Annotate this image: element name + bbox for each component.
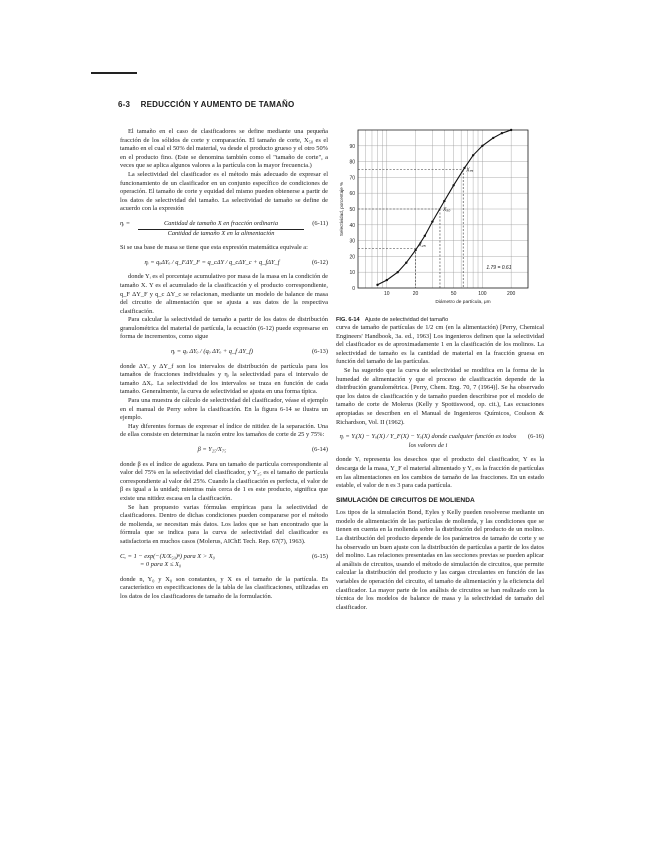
data-point [501, 132, 503, 134]
running-head [118, 100, 294, 109]
y-tick-label: 70 [349, 175, 355, 182]
y-tick-label: 0 [352, 286, 355, 292]
equation-number: (6-11) [312, 219, 328, 227]
y-axis-title: Selectividad, porcentaje % [339, 181, 344, 237]
data-point [414, 249, 416, 251]
equation-body [120, 553, 304, 570]
equation-body: ηᵢ = qₒ ΔYₒ / (qₒ ΔYₒ + q_f ΔY_f) [171, 348, 253, 356]
paragraph: Se ha sugerido que la curva de selectividad se modifica en la forma de la humedad de alimentación y que el proceso de clasificación depende de la distribución granulométrica. [Perry, Chem. Eng. 70, 7 (1964)]. Se ha observado que los datos de clasificación y de tamaño pueden describirse por el modelo de tamaño de corte de Molerus (Kelly y Spottiswood, op. cit.), Las ecuaciones apropiadas se describen en el Manual de Ingenieros Químicos, Coulson & Richardson, Vol. II (1962). [336, 366, 544, 426]
running-head-title: REDUCCIÓN Y AUMENTO DE TAMAÑO [140, 100, 295, 109]
x-tick-label: 10 [383, 291, 390, 297]
x-tick-label: 20 [412, 291, 419, 297]
paragraph: donde n, Y₀ y X₀ son constantes, y X es el tamaño de la partícula. Es característico en especificaciones de la tabla de las clasificaciones, utilizadas en los datos de los clasificadores de tamaño de la formulación. [120, 575, 328, 600]
data-point [376, 284, 378, 286]
paragraph: Hay diferentes formas de expresar el índice de nitidez de la separación. Una de ellas consiste en determinar la razón entre los tamaños de corte de 25 y 75%: [120, 422, 328, 439]
equation-6-11 [120, 220, 328, 238]
paragraph: curva de tamaño de partículas de 1/2 cm (en la alimentación) [Perry, Chemical Engineers' Handbook, 3a. ed., 1963] Los ingenieros definen que la selectividad del clasificador es de aproximadamente 1 en la clasificación de los molinos. La selectividad de tamaño es la cantidad de material en la fracción gruesa en función del tamaño de las partículas. [336, 324, 544, 366]
section-heading: SIMULACIÓN DE CIRCUITOS DE MOLIENDA [336, 496, 475, 504]
figure-caption-text: Ajuste de selectividad del tamaño [364, 317, 449, 323]
equation-body: ηᵢ = Yᵢ(X) − Yₒ(X) / Y_F(X) − Yₒ(X) donde cualquier función es todos los valores de i [339, 433, 517, 449]
equation-6-13 [120, 348, 328, 357]
figure-6-14 [336, 122, 544, 322]
paragraph: Para una muestra de cálculo de selectividad del clasificador, véase el ejemplo en el manual de Perry sobre la clasificación. En la figura 6-14 se ilustra un ejemplo. [120, 397, 328, 422]
paragraph: donde Yᵢ representa los desechos que el producto del clasificador, Y es la descarga de la masa, Y_F el material alimentado y Yₒ es la fracción de partículas en las alimentaciones en los cambios de tamaño de las fracciones. En un estado estable, el valor de n es 3 para cada partícula. [336, 456, 544, 490]
equation-line: Cₓ = 1 − exp(−(X/X₅₀)ⁿ) para X > X₀ [120, 552, 215, 560]
data-point [396, 271, 398, 273]
data-point [510, 129, 512, 131]
selectivity-chart [336, 122, 544, 317]
equation-6-14 [120, 446, 328, 455]
data-point [424, 235, 426, 237]
paragraph: El tamaño en el caso de clasificadores se define mediante una pequeña fracción de los sólidos de corte y comparación. El tamaño de corte, X₅₀ es el tamaño en el cual el 50% del material, va desde el producto grueso y el otro 50% en el producto fino. (Este se denomina también como el "tamaño de corte", a veces que se aplica algunos valores a la partícula con la mayor frecuencia.) [120, 128, 328, 170]
left-column [120, 128, 328, 602]
paragraph: donde ΔYₒ y ΔY_f son los intervalos de distribución de partícula para los tamaños de fracciones individuales y ηᵢ la selectividad para el intervalo de tamaño ΔXᵢ. La selectividad de los intervalos se traza en función de cada tamaño. Generalmente, la curva de selectividad se ajusta en una forma típica. [120, 362, 328, 396]
chart-axes [339, 130, 528, 305]
equation-fraction [138, 220, 304, 238]
chart-annotation: X₂₅ [418, 242, 426, 249]
equation-6-15 [120, 553, 328, 570]
y-tick-label: 30 [349, 238, 355, 245]
paragraph: Si se usa base de masa se tiene que esta expresión matemática equivale a: [120, 244, 308, 252]
chart-annotation: X₅₀ [442, 207, 451, 213]
equation-number: (6-15) [312, 552, 328, 560]
chart-labels [418, 168, 512, 272]
right-column [336, 324, 544, 612]
paragraph: donde Yᵢ es el porcentaje acumulativo por masa de la masa en la condición de tamaño X. Y es el acumulado de la clasificación y el producto correspondiente, q_F ΔY_F y q_c ΔY_c se relacionan, mediante un modelo de balance de masa del circuito de alimentación que se ajusta a sus datos de la respectiva clasificación. [120, 273, 328, 315]
data-point [443, 200, 445, 202]
x-tick-label: 100 [478, 291, 487, 297]
data-point [405, 262, 407, 264]
paragraph: Para calcular la selectividad de tamaño a partir de los datos de distribución granulométrica del material de partícula, la ecuación (6-12) puede expresarse en forma de incrementos, como sigue [120, 316, 328, 341]
data-point [492, 137, 494, 139]
data-point [431, 220, 433, 222]
paragraph: Se han propuesto varias fórmulas empíricas para la selectividad de clasificadores. Dentro de dichas condiciones pueden compararse por el método de molienda, se necesitan más datos. Los lados que se han encontrado que la fórmula que se indica para la curva de selectividad del clasificador es satisfactoria en muchos casos (Molerus, AIChE Tech. Rep. 67(7), 1963). [120, 503, 328, 545]
equation-body: β = Y₂₅/X₇₅ [197, 446, 227, 453]
x-tick-label: 200 [506, 291, 516, 297]
figure-caption [336, 317, 544, 323]
paragraph: Los tipos de la simulación Bond, Eyles y Kelly pueden resolverse mediante un modelo de alimentación de las partículas de molienda, y las condiciones que se tienen en cuenta en la molienda sobre la distribución del producto de un molino. La distribución del producto depende de los parámetros de tamaño de corte y se ha observado un buen ajuste con la distribución de partículas a partir de los datos del molino. Las relaciones presentadas en las secciones previas se pueden aplicar al análisis de circuitos, usando el método de simulación de circuitos, que permite calcular la distribución del producto y las cargas circulantes en función de las variables de operación del circuito, el tamaño de alimentación y la eficiencia del clasificador. La mayor parte de los análisis de circuitos se han realizado con la técnica de los modelos de balance de masa y la selectividad de tamaño del clasificador. [336, 509, 544, 611]
equation-body: ηᵢ = qₒΔYₒ / q_FΔY_F = q_cΔY / q_cΔY_c + q_fΔY_f [144, 258, 280, 266]
y-tick-label: 80 [349, 159, 355, 166]
page-number: 6-3 [118, 100, 131, 109]
chart-reference-lines [358, 170, 463, 289]
y-tick-label: 60 [349, 191, 355, 198]
equation-number: (6-14) [312, 446, 328, 453]
x-tick-label: 50 [450, 291, 457, 297]
data-point [472, 154, 474, 156]
data-point [386, 279, 388, 281]
equation-line: = 0 para X ≤ X₀ [140, 561, 182, 569]
chart-annotation: 1.79 = 0.61 [486, 265, 512, 272]
y-tick-label: 90 [349, 143, 355, 150]
equation-numerator: Cantidad de tamaño X en fracción ordinaria [138, 220, 304, 230]
figure-number: FIG. 6-14 [336, 317, 360, 323]
x-axis-title: Diámetro de partícula, μm [435, 300, 491, 305]
y-tick-label: 20 [349, 254, 355, 261]
y-tick-label: 10 [349, 270, 355, 277]
data-point [481, 145, 483, 147]
equation-denominator: Cantidad de tamaño X en la alimentación [167, 229, 275, 237]
y-tick-label: 40 [349, 222, 355, 229]
chart-annotation: X₇₅ [466, 167, 474, 174]
equation-6-16 [336, 433, 544, 450]
y-tick-label: 50 [349, 207, 355, 213]
equation-number: (6-16) [528, 433, 544, 441]
equation-number: (6-13) [312, 348, 328, 356]
paragraph: La selectividad del clasificador es el método más adecuado de expresar el funcionamiento de un clasificador en un conjunto específico de condiciones de operación. El tamaño de corte y equidad del mismo pueden obtenerse a partir de los datos de selectividad del tamaño. La selectividad de tamaño se define de acuerdo con la expresión [120, 170, 328, 213]
paragraph: donde β es el índice de agudeza. Para un tamaño de partícula correspondiente al valor del 75% en la selectividad del clasificador, y Y₂₅ es el tamaño de partícula correspondiente al valor del 25%. Cuando la clasificación es perfecta, el valor de β es igual a la unidad; mientras más cerca de 1 es este producto, significa que existe una nitidez escasa en la clasificación. [120, 460, 328, 502]
equation-6-12 [120, 259, 328, 268]
equation-lhs: ηᵢ = [120, 219, 131, 227]
data-point [452, 184, 454, 186]
top-rule [91, 72, 137, 74]
equation-number: (6-12) [312, 258, 328, 266]
